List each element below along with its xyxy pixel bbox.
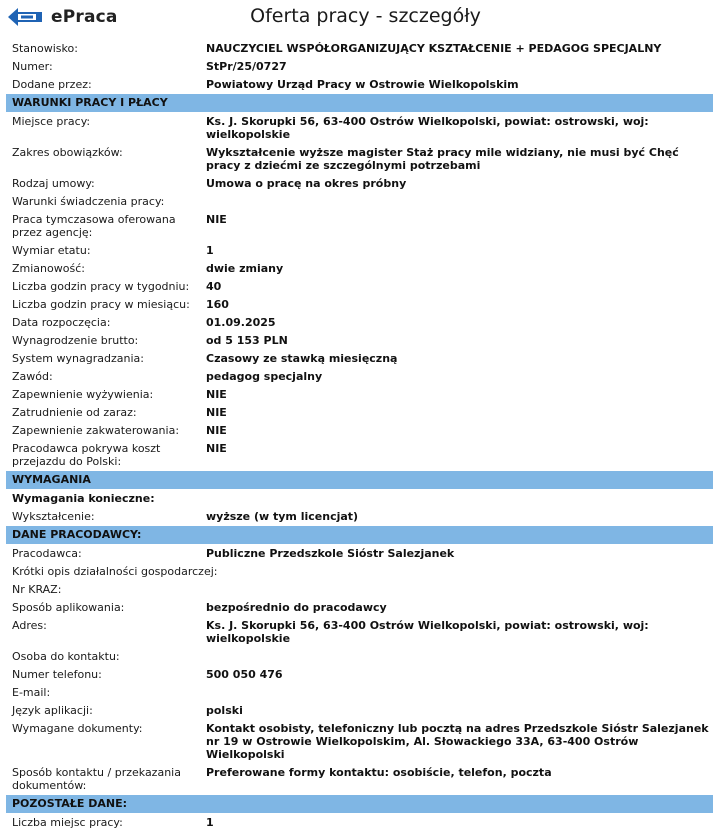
row-value: NIE (206, 442, 227, 455)
row-value: NAUCZYCIEL WSPÓŁORGANIZUJĄCY KSZTAŁCENIE + PEDAGOG SPECJALNY (206, 42, 662, 55)
row-telefon (6, 668, 713, 681)
row-wyksztalcenie (6, 510, 713, 523)
section-wymagania: WYMAGANIA (6, 471, 713, 489)
row-label: Stanowisko: (12, 42, 78, 55)
row-wymagane-dokumenty (6, 722, 713, 761)
row-label: Pracodawca: (12, 547, 82, 560)
row-value (206, 583, 713, 596)
row-value: NIE (206, 424, 227, 437)
row-label: Liczba godzin pracy w tygodniu: (12, 280, 190, 293)
row-wymiar-etatu (6, 244, 713, 257)
row-stanowisko (6, 42, 713, 55)
row-value: dwie zmiany (206, 262, 284, 275)
row-value: 1 (206, 816, 214, 829)
row-label: Nr KRAZ: (12, 583, 62, 596)
row-value: Kontakt osobisty, telefoniczny lub pocztą na adres Przedszkole Sióstr Salezjanek nr 19 w Ostrowie Wielkopolskim, Al. Słowackiego 33A, 63-400 Ostrów Wielkopolski (206, 722, 709, 761)
row-value: Umowa o pracę na okres próbny (206, 177, 407, 190)
row-label: Język aplikacji: (12, 704, 93, 717)
row-nr-kraz (6, 583, 713, 596)
row-dodane-przez (6, 78, 713, 91)
row-value: Wykształcenie wyższe magister Staż pracy mile widziany, nie musi być Chęć pracy z dziećmi ze szczególnymi potrzebami (206, 146, 679, 172)
row-label: Warunki świadczenia pracy: (12, 195, 165, 208)
row-system-wynagradzania (6, 352, 713, 365)
page-title: Oferta pracy - szczegóły (250, 5, 481, 27)
row-wynagrodzenie (6, 334, 713, 347)
row-numer (6, 60, 713, 73)
row-value (206, 565, 713, 578)
row-sposob-kontaktu (6, 766, 713, 792)
row-label: Liczba godzin pracy w miesiącu: (12, 298, 190, 311)
row-label: Zakres obowiązków: (12, 146, 123, 159)
row-label: Zmianowość: (12, 262, 85, 275)
row-label: Zapewnienie wyżywienia: (12, 388, 154, 401)
row-label: Wymagane dokumenty: (12, 722, 143, 735)
row-value (206, 650, 713, 663)
section-dane-pracodawcy: DANE PRACODAWCY: (6, 526, 713, 544)
row-value: 40 (206, 280, 222, 293)
row-label: Sposób kontaktu / przekazania dokumentów: (12, 766, 181, 792)
row-value: Ks. J. Skorupki 56, 63-400 Ostrów Wielkopolski, powiat: ostrowski, woj: wielkopolskie (206, 619, 649, 645)
header (0, 0, 713, 36)
wymagania-subheading: Wymagania konieczne: (12, 492, 155, 505)
row-data-rozpoczecia (6, 316, 713, 329)
row-label: Adres: (12, 619, 47, 632)
row-value: wyższe (w tym licencjat) (206, 510, 359, 523)
row-miejsce-pracy (6, 115, 713, 141)
row-value: bezpośrednio do pracodawcy (206, 601, 387, 614)
row-value (206, 195, 713, 208)
row-value: StPr/25/0727 (206, 60, 287, 73)
row-godziny-miesiac (6, 298, 713, 311)
offer-details (6, 38, 713, 829)
row-value: NIE (206, 388, 227, 401)
row-value: polski (206, 704, 243, 717)
row-value: NIE (206, 406, 227, 419)
section-warunki: WARUNKI PRACY I PŁACY (6, 94, 713, 112)
row-osoba-kontaktowa (6, 650, 713, 663)
row-label: Wymiar etatu: (12, 244, 91, 257)
row-label: Dodane przez: (12, 78, 92, 91)
section-pozostale: POZOSTAŁE DANE: (6, 795, 713, 813)
row-label: E-mail: (12, 686, 51, 699)
row-zakres-obowiazkow (6, 146, 713, 172)
row-pracodawca (6, 547, 713, 560)
row-label: Zawód: (12, 370, 53, 383)
row-value: Ks. J. Skorupki 56, 63-400 Ostrów Wielkopolski, powiat: ostrowski, woj: wielkopolskie (206, 115, 649, 141)
row-value: Preferowane formy kontaktu: osobiście, telefon, poczta (206, 766, 552, 779)
row-sposob-aplikowania (6, 601, 713, 614)
row-value: NIE (206, 213, 227, 226)
row-label: Wykształcenie: (12, 510, 95, 523)
row-label: Krótki opis działalności gospodarczej: (12, 565, 218, 578)
row-value: Publiczne Przedszkole Sióstr Salezjanek (206, 547, 455, 560)
row-koszt-przejazdu (6, 442, 713, 468)
row-label: Rodzaj umowy: (12, 177, 95, 190)
row-label: System wynagradzania: (12, 352, 144, 365)
row-rodzaj-umowy (6, 177, 713, 190)
row-value: Czasowy ze stawką miesięczną (206, 352, 398, 365)
row-value: Powiatowy Urząd Pracy w Ostrowie Wielkopolskim (206, 78, 519, 91)
row-label: Numer: (12, 60, 53, 73)
row-label: Miejsce pracy: (12, 115, 91, 128)
row-email (6, 686, 713, 699)
row-label: Osoba do kontaktu: (12, 650, 120, 663)
row-zmianowosc (6, 262, 713, 275)
row-label: Data rozpoczęcia: (12, 316, 111, 329)
row-zawod (6, 370, 713, 383)
row-wyzywienie (6, 388, 713, 401)
row-value: od 5 153 PLN (206, 334, 288, 347)
row-label: Praca tymczasowa oferowana przez agencję: (12, 213, 176, 239)
logo-text: ePraca (51, 7, 118, 27)
row-jezyk-aplikacji (6, 704, 713, 717)
row-label: Sposób aplikowania: (12, 601, 125, 614)
row-label: Numer telefonu: (12, 668, 102, 681)
row-value: 01.09.2025 (206, 316, 276, 329)
row-godziny-tydzien (6, 280, 713, 293)
row-warunki-swiadczenia (6, 195, 713, 208)
row-value (206, 686, 713, 699)
row-label: Pracodawca pokrywa koszt przejazdu do Polski: (12, 442, 161, 468)
row-adres (6, 619, 713, 645)
row-praca-tymczasowa (6, 213, 713, 239)
row-label: Zatrudnienie od zaraz: (12, 406, 137, 419)
row-label: Liczba miejsc pracy: (12, 816, 123, 829)
row-value: 1 (206, 244, 214, 257)
row-value: 160 (206, 298, 229, 311)
row-od-zaraz (6, 406, 713, 419)
row-liczba-miejsc (6, 816, 713, 829)
row-value: pedagog specjalny (206, 370, 323, 383)
row-zakwaterowanie (6, 424, 713, 437)
row-label: Zapewnienie zakwaterowania: (12, 424, 180, 437)
row-opis-dzialalnosci (6, 565, 713, 578)
row-value: 500 050 476 (206, 668, 283, 681)
row-label: Wynagrodzenie brutto: (12, 334, 139, 347)
